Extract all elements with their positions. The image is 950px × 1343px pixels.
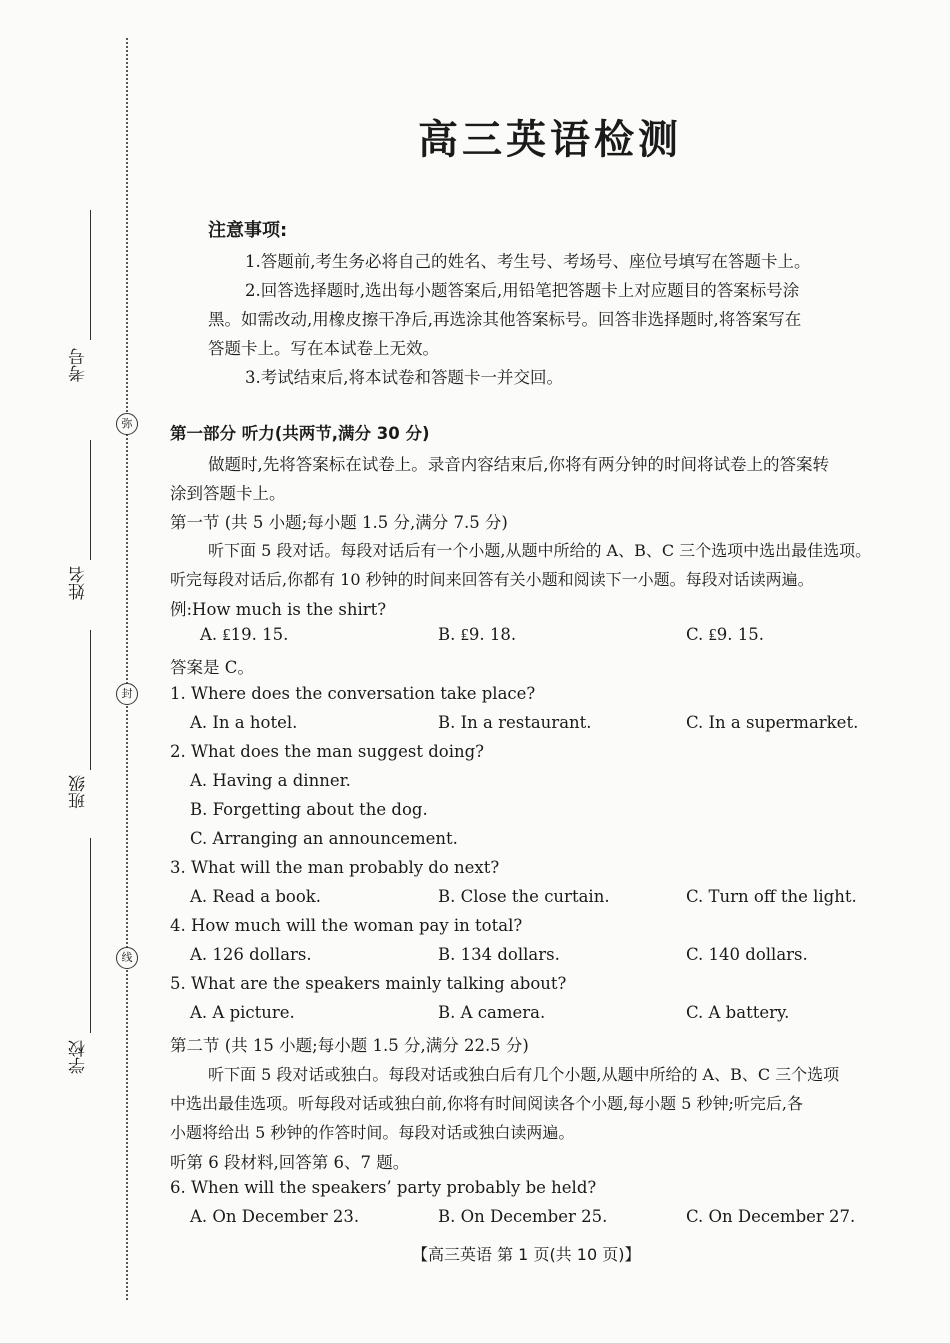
q1-option-c: C. In a supermarket. <box>686 713 859 732</box>
class-line[interactable] <box>90 630 91 770</box>
q6-option-c: C. On December 27. <box>686 1207 856 1226</box>
section1-instruction-2: 听完每段对话后,你都有 10 秒钟的时间来回答有关小题和阅读下一小题。每段对话读两遍。 <box>170 570 814 589</box>
name-label: 姓名 <box>69 566 89 600</box>
section2-instruction-3: 小题将给出 5 秒钟的作答时间。每段对话或独白读两遍。 <box>170 1123 575 1142</box>
part1-intro-1: 做题时,先将答案标在试卷上。录音内容结束后,你将有两分钟的时间将试卷上的答案转 <box>208 455 829 474</box>
notice-line-1: 1.答题前,考生务必将自己的姓名、考生号、考场号、座位号填写在答题卡上。 <box>245 252 811 271</box>
example-option-a: A. ₤19. 15. <box>200 625 289 644</box>
example-option-c: C. ₤9. 15. <box>686 625 765 644</box>
q5-option-c: C. A battery. <box>686 1003 790 1022</box>
q4-option-c: C. 140 dollars. <box>686 945 808 964</box>
question-1: 1. Where does the conversation take place? <box>170 684 536 703</box>
name-line[interactable] <box>90 440 91 560</box>
page-footer: 【高三英语 第 1 页(共 10 页)】 <box>412 1245 641 1264</box>
section1-heading: 第一节 (共 5 小题;每小题 1.5 分,满分 7.5 分) <box>170 513 508 532</box>
q5-option-b: B. A camera. <box>438 1003 546 1022</box>
part1-intro-2: 涂到答题卡上。 <box>170 484 286 503</box>
seal-mark-mi: 弥 <box>116 413 138 435</box>
q6-option-a: A. On December 23. <box>190 1207 360 1226</box>
example-answer: 答案是 C。 <box>170 658 254 677</box>
q2-option-a: A. Having a dinner. <box>190 771 351 790</box>
question-4: 4. How much will the woman pay in total? <box>170 916 523 935</box>
binding-dotted-line <box>126 38 128 1300</box>
part1-heading: 第一部分 听力(共两节,满分 30 分) <box>170 424 430 443</box>
question-2: 2. What does the man suggest doing? <box>170 742 485 761</box>
example-option-b: B. ₤9. 18. <box>438 625 517 644</box>
notice-line-3: 黑。如需改动,用橡皮擦干净后,再选涂其他答案标号。回答非选择题时,将答案写在 <box>208 310 802 329</box>
q1-option-b: B. In a restaurant. <box>438 713 592 732</box>
section2-instruction-2: 中选出最佳选项。听每段对话或独白前,你将有时间阅读各个小题,每小题 5 秒钟;听完后,各 <box>170 1094 804 1113</box>
question-6: 6. When will the speakers’ party probably be held? <box>170 1178 597 1197</box>
q2-option-c: C. Arranging an announcement. <box>190 829 458 848</box>
section2-instruction-1: 听下面 5 段对话或独白。每段对话或独白后有几个小题,从题中所给的 A、B、C 三个选项 <box>208 1065 840 1084</box>
section1-instruction-1: 听下面 5 段对话。每段对话后有一个小题,从题中所给的 A、B、C 三个选项中选出最佳选项。 <box>208 541 872 560</box>
exam-number-label: 考号 <box>69 348 89 382</box>
q1-option-a: A. In a hotel. <box>190 713 298 732</box>
q3-option-b: B. Close the curtain. <box>438 887 610 906</box>
notice-line-2: 2.回答选择题时,选出每小题答案后,用铅笔把答题卡上对应题目的答案标号涂 <box>245 281 800 300</box>
q2-option-b: B. Forgetting about the dog. <box>190 800 428 819</box>
example-question: 例:How much is the shirt? <box>170 600 387 619</box>
notice-line-5: 3.考试结束后,将本试卷和答题卡一并交回。 <box>245 368 563 387</box>
q5-option-a: A. A picture. <box>190 1003 295 1022</box>
notice-line-4: 答题卡上。写在本试卷上无效。 <box>208 339 439 358</box>
class-label: 班级 <box>69 775 89 809</box>
page-title: 高三英语检测 <box>418 117 682 163</box>
section2-heading: 第二节 (共 15 小题;每小题 1.5 分,满分 22.5 分) <box>170 1036 529 1055</box>
school-line[interactable] <box>90 838 91 1033</box>
material-note: 听第 6 段材料,回答第 6、7 题。 <box>170 1153 410 1172</box>
q6-option-b: B. On December 25. <box>438 1207 608 1226</box>
question-3: 3. What will the man probably do next? <box>170 858 500 877</box>
q4-option-a: A. 126 dollars. <box>190 945 312 964</box>
q3-option-c: C. Turn off the light. <box>686 887 857 906</box>
school-label: 学校 <box>69 1040 89 1074</box>
q3-option-a: A. Read a book. <box>190 887 321 906</box>
seal-mark-feng: 封 <box>116 683 138 705</box>
q4-option-b: B. 134 dollars. <box>438 945 560 964</box>
question-5: 5. What are the speakers mainly talking about? <box>170 974 567 993</box>
exam-number-line[interactable] <box>90 210 91 340</box>
notice-heading: 注意事项: <box>208 220 288 241</box>
seal-mark-xian: 线 <box>116 947 138 969</box>
